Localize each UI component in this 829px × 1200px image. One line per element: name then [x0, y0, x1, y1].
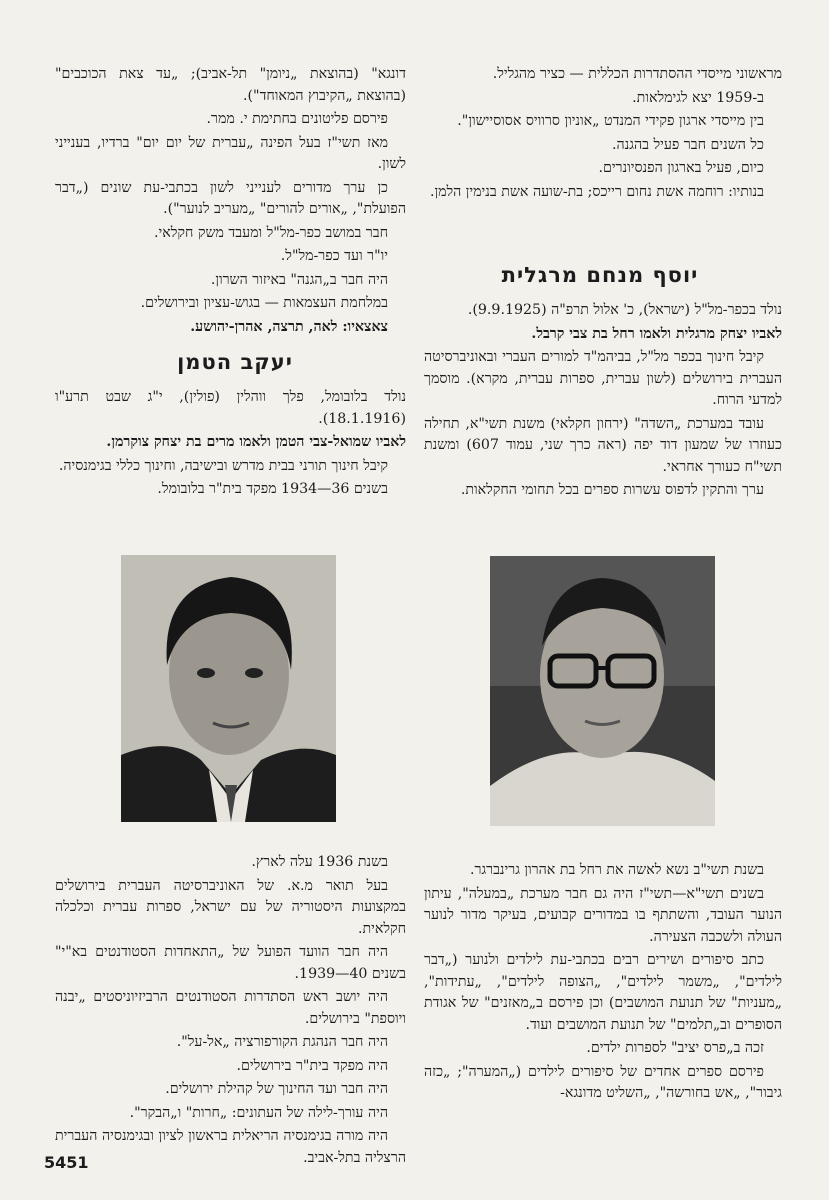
paragraph: פירסם ספרים אחדים של סיפורים לילדים („המערה"; „כזה גיבור", „אש בחורשה", „השליט מדונגא-	[424, 1063, 782, 1101]
paragraph: היה חבר ועד החינוך של קהילת ירושלים.	[165, 1081, 388, 1097]
right-column-top	[424, 64, 782, 205]
paragraph: עובד במערכת „השדה" (ירחון חקלאי) משנת תשי"א, תחילה כעוזרו של שמעון דוד יפה (ראה כרך שני, עמוד 607) ומשנת תשי"ח כעורך אחראי.	[424, 415, 782, 475]
portrait-image	[121, 555, 336, 822]
paragraph: זכה ב„פרס יציב" לספרות ילדים.	[586, 1040, 764, 1056]
paragraph: בעל תואר מ.א. של האוניברסיטה העברית בירושלים במקצועות היסטוריה של עם ישראל, ספרות עברית וכלכלה חקלאית.	[55, 877, 406, 937]
paragraph: היה חבר הוועד הפועל של „התאחדות הסטודנטים בא"י" בשנים 40—1939.	[55, 944, 406, 982]
paragraph: כן ערך מדורים לענייני לשון בכתבי-עת שונים („דבר הפועלת", „אורים להורים" „מעריב לנוער").	[55, 179, 406, 217]
paragraph: כתב סיפורים ושירים רבים בכתבי-עת לילדים ולנוער („דבר לילדים", „משמר לילדים", „הצופה לילדים", „עתידות", „מעניות" של תנועת המושבים) וכן פירסם ב„מאזנים" של אגודת הסופרים וב„תלמים" של תנועת המושבים ועוד.	[424, 952, 782, 1033]
paragraph: ערך והתקין לדפוס עשרות ספרים בכל תחומי החקלאות.	[460, 482, 764, 498]
portrait-photo-margalit	[490, 556, 715, 826]
paragraph: לאביו שמואל-צבי הטמן ולאמו מרים בת יצחק צוקרמן.	[106, 434, 406, 450]
paragraph: היה עורך-לילה של העתונים: „חרות" ו„הבקר".	[129, 1104, 388, 1121]
biography-body-margalit	[424, 300, 782, 504]
paragraph: היה מורה בגימנסיה הריאלית בראשון לציון ובגימנסיה העברית הרצליה בתל-אביב.	[55, 1128, 406, 1166]
paragraph: קיבל חינוך תורני בבית מדרש ובישיבה, וחינוך כללי בגימנסיה.	[58, 457, 388, 474]
biography-heading-margalit: יוסף מנחם מרגלית	[501, 263, 699, 287]
paragraph: חבר במושב כפר-מל"ל ומעבד משק חקלאי.	[154, 224, 388, 241]
paragraph: נולד בלובומל, פלך ווהלין (פולין), י"ג שבט תרע"ו (18.1.1916).	[55, 389, 406, 427]
biography-body-hetman	[55, 387, 406, 503]
paragraph: בשנים תשי"א—תשי"ז היה גם חבר מערכת „במעלה", עיתון הנוער העובד, והשתתף בו במדורים קבועים, בעיקר מדור לנוער העולה ולשכבה הצעירה.	[424, 885, 782, 945]
portrait-photo-hetman	[121, 555, 336, 822]
paragraph: היה מפקד בית"ר בירושלים.	[236, 1057, 388, 1074]
page-number: 5451	[44, 1153, 89, 1172]
paragraph: בנותיו: רוחמה אשת נחום רייכס; בת-שועה אשת בנימין הלמן.	[429, 183, 764, 200]
paragraph: נולד בכפר-מל"ל (ישראל), כ' אלול תרפ"ה (9.9.1925).	[467, 302, 782, 318]
paragraph: בשנת 1936 עלה לארץ.	[251, 854, 388, 870]
paragraph: במלחמת העצמאות — בגוש-עציון ובירושלים.	[140, 295, 388, 311]
paragraph: מאז תשי"ז בעל הפינה „עברית של יום יום" ברדיו, בענייני לשון.	[55, 134, 406, 172]
paragraph: ב-1959 יצא לגימלאות.	[632, 89, 764, 106]
portrait-image	[490, 556, 715, 826]
paragraph: צאצאיו: לאה, תרצה, אהרן-יהושע.	[190, 318, 388, 335]
left-column-top	[55, 64, 406, 340]
paragraph: בשנים 36—1934 מפקד בית"ר בלובומל.	[157, 481, 388, 497]
paragraph: כל השנים חבר פעיל בהגנה.	[612, 136, 764, 153]
biography-heading-hetman: יעקב הטמן	[177, 350, 293, 374]
paragraph: היה חבר הנהגת הקורפורציה „אל-על".	[176, 1034, 388, 1050]
paragraph: בין מייסדי ארגון פקידי המנדט „אוניון סרוויס אסוסיישון".	[457, 113, 764, 129]
paragraph: מראשוני מייסדי ההסתדרות הכללית — כציר מהגליל.	[492, 66, 782, 82]
paragraph: היה חבר ב„הגנה" באיזור השרון.	[210, 271, 388, 288]
paragraph: לאביו יצחק מרגלית ולאמו רחל בת צבי קרבל.	[531, 325, 782, 342]
paragraph: יו"ר ועד כפר-מל"ל.	[280, 248, 388, 264]
paragraph: בשנת תשי"ב נשא לאשה את רחל בת אהרון גרינברגר.	[469, 862, 764, 878]
paragraph: כיום, פעיל בארגון הפנסיונרים.	[598, 160, 764, 176]
paragraph: דונגא" (בהוצאת „ניומן" תל-אביב); „עד צאת הכוכבים" (בהוצאת „הקיבוץ המאוחד").	[55, 66, 406, 104]
biography-continuation-hetman	[55, 852, 406, 1171]
biography-continuation-margalit	[424, 860, 782, 1107]
paragraph: קיבל חינוך בכפר מל"ל, בביהמ"ד למורים העברי ובאוניברסיטה העברית בירושלים (לשון עברית, ספרות עברית, מקרא). מוסמך למדעי הרוח.	[424, 349, 782, 408]
paragraph: היה יושב ראש הסתדרות הסטודנטים הרביזיוניסטים „יבנה ויוספת" בירושלים.	[55, 989, 406, 1027]
paragraph: פירסם פליטונים בחתימת י. ממר.	[206, 111, 388, 127]
